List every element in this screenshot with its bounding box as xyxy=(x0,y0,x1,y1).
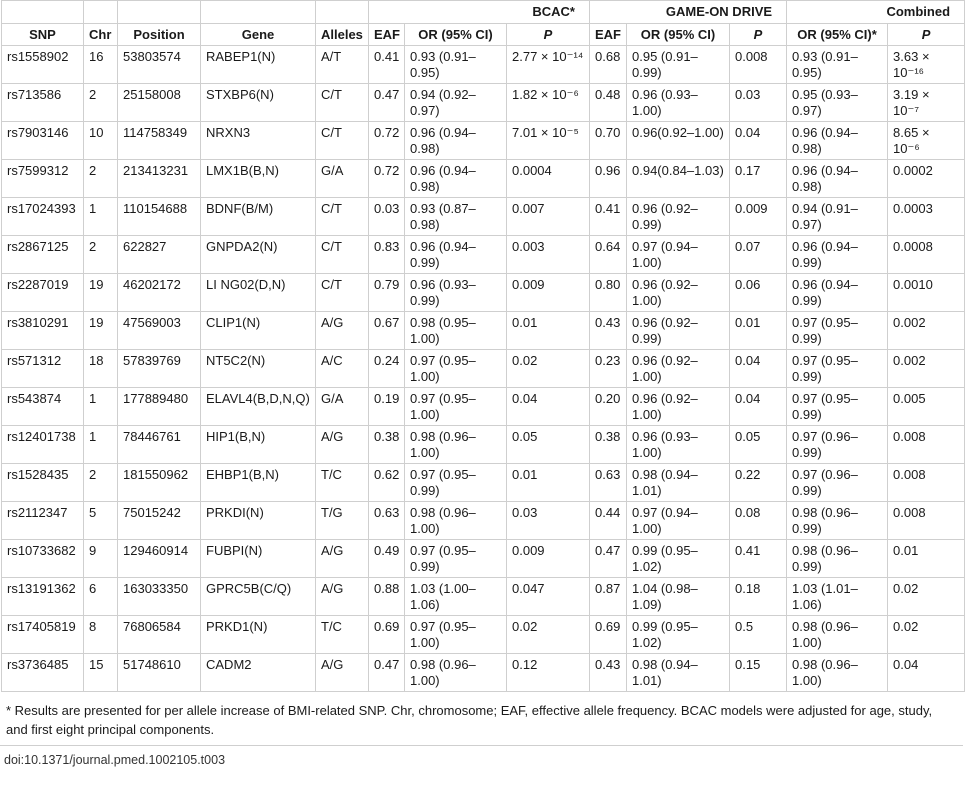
cell-gameon-or: 0.98 (0.94–1.01) xyxy=(627,654,730,692)
cell-combined-or: 0.98 (0.96–1.00) xyxy=(787,654,888,692)
cell-gene: PRKDI(N) xyxy=(201,502,316,540)
cell-gameon-or: 0.96 (0.92–0.99) xyxy=(627,198,730,236)
cell-gameon-p: 0.15 xyxy=(730,654,787,692)
cell-bcac-or: 0.96 (0.94–0.99) xyxy=(405,236,507,274)
col-header-combined-p: P xyxy=(888,23,965,46)
cell-gameon-p: 0.41 xyxy=(730,540,787,578)
cell-combined-or: 0.94 (0.91–0.97) xyxy=(787,198,888,236)
table-row xyxy=(2,616,965,654)
cell-gameon-p: 0.06 xyxy=(730,274,787,312)
cell-chr: 19 xyxy=(84,312,118,350)
cell-chr: 1 xyxy=(84,198,118,236)
cell-combined-or: 0.96 (0.94–0.98) xyxy=(787,160,888,198)
table-row xyxy=(2,46,965,84)
cell-bcac-or: 0.94 (0.92–0.97) xyxy=(405,84,507,122)
table-row xyxy=(2,350,965,388)
cell-alleles: A/G xyxy=(316,578,369,616)
cell-position: 25158008 xyxy=(118,84,201,122)
cell-gene: RABEP1(N) xyxy=(201,46,316,84)
cell-gameon-p: 0.05 xyxy=(730,426,787,464)
cell-bcac-eaf: 0.62 xyxy=(369,464,405,502)
cell-bcac-p: 0.009 xyxy=(507,274,590,312)
cell-gameon-or: 0.96 (0.93–1.00) xyxy=(627,84,730,122)
cell-alleles: T/C xyxy=(316,616,369,654)
cell-gameon-eaf: 0.43 xyxy=(590,654,627,692)
cell-alleles: A/C xyxy=(316,350,369,388)
cell-position: 76806584 xyxy=(118,616,201,654)
cell-position: 163033350 xyxy=(118,578,201,616)
col-header-gameon-eaf: EAF xyxy=(590,23,627,46)
cell-gameon-p: 0.08 xyxy=(730,502,787,540)
cell-bcac-or: 0.97 (0.95–1.00) xyxy=(405,616,507,654)
cell-alleles: A/G xyxy=(316,312,369,350)
cell-bcac-eaf: 0.88 xyxy=(369,578,405,616)
cell-combined-or: 0.98 (0.96–1.00) xyxy=(787,616,888,654)
cell-bcac-eaf: 0.47 xyxy=(369,84,405,122)
cell-position: 53803574 xyxy=(118,46,201,84)
cell-alleles: G/A xyxy=(316,160,369,198)
cell-gene: EHBP1(B,N) xyxy=(201,464,316,502)
cell-combined-or: 0.97 (0.95–0.99) xyxy=(787,312,888,350)
cell-chr: 8 xyxy=(84,616,118,654)
cell-bcac-eaf: 0.03 xyxy=(369,198,405,236)
cell-combined-or: 0.95 (0.93–0.97) xyxy=(787,84,888,122)
cell-gameon-p: 0.17 xyxy=(730,160,787,198)
cell-bcac-or: 1.03 (1.00–1.06) xyxy=(405,578,507,616)
cell-gameon-or: 0.94(0.84–1.03) xyxy=(627,160,730,198)
cell-gameon-or: 0.98 (0.94–1.01) xyxy=(627,464,730,502)
cell-bcac-or: 0.98 (0.96–1.00) xyxy=(405,426,507,464)
cell-combined-or: 0.96 (0.94–0.99) xyxy=(787,274,888,312)
cell-gameon-eaf: 0.41 xyxy=(590,198,627,236)
cell-snp: rs713586 xyxy=(2,84,84,122)
cell-gameon-or: 0.99 (0.95–1.02) xyxy=(627,540,730,578)
cell-snp: rs12401738 xyxy=(2,426,84,464)
cell-alleles: A/G xyxy=(316,426,369,464)
cell-gameon-eaf: 0.20 xyxy=(590,388,627,426)
cell-gameon-or: 0.96(0.92–1.00) xyxy=(627,122,730,160)
cell-bcac-p: 0.05 xyxy=(507,426,590,464)
cell-chr: 19 xyxy=(84,274,118,312)
cell-bcac-or: 0.97 (0.95–1.00) xyxy=(405,350,507,388)
group-header-row xyxy=(2,1,965,24)
cell-chr: 18 xyxy=(84,350,118,388)
cell-gameon-eaf: 0.43 xyxy=(590,312,627,350)
table-row xyxy=(2,654,965,692)
cell-combined-p: 3.19 × 10⁻⁷ xyxy=(888,84,965,122)
cell-alleles: G/A xyxy=(316,388,369,426)
cell-bcac-or: 0.98 (0.96–1.00) xyxy=(405,654,507,692)
cell-bcac-eaf: 0.63 xyxy=(369,502,405,540)
col-header-gameon-or: OR (95% CI) xyxy=(627,23,730,46)
cell-combined-p: 8.65 × 10⁻⁶ xyxy=(888,122,965,160)
cell-alleles: C/T xyxy=(316,198,369,236)
cell-gameon-p: 0.04 xyxy=(730,388,787,426)
table-row xyxy=(2,426,965,464)
cell-snp: rs7903146 xyxy=(2,122,84,160)
cell-gene: GNPDA2(N) xyxy=(201,236,316,274)
table-row xyxy=(2,122,965,160)
group-header-bcac: BCAC* xyxy=(369,1,590,24)
cell-snp: rs1558902 xyxy=(2,46,84,84)
doi-text: doi:10.1371/journal.pmed.1002105.t003 xyxy=(4,753,226,767)
table-row xyxy=(2,578,965,616)
cell-snp: rs3736485 xyxy=(2,654,84,692)
cell-bcac-eaf: 0.41 xyxy=(369,46,405,84)
cell-combined-or: 0.96 (0.94–0.98) xyxy=(787,122,888,160)
cell-bcac-p: 1.82 × 10⁻⁶ xyxy=(507,84,590,122)
cell-snp: rs571312 xyxy=(2,350,84,388)
cell-bcac-p: 0.01 xyxy=(507,464,590,502)
cell-bcac-p: 0.12 xyxy=(507,654,590,692)
cell-combined-p: 3.63 × 10⁻¹⁶ xyxy=(888,46,965,84)
cell-gameon-p: 0.008 xyxy=(730,46,787,84)
table-row xyxy=(2,502,965,540)
cell-chr: 2 xyxy=(84,160,118,198)
results-table xyxy=(1,0,965,692)
cell-combined-p: 0.0003 xyxy=(888,198,965,236)
cell-combined-p: 0.008 xyxy=(888,502,965,540)
cell-gameon-or: 0.95 (0.91–0.99) xyxy=(627,46,730,84)
table-footnote: * Results are presented for per allele increase of BMI-related SNP. Chr, chromosome; EAF, effective allele frequency. BCAC models were adjusted for age, study, and first eight principal components. xyxy=(0,692,963,746)
cell-combined-p: 0.008 xyxy=(888,426,965,464)
cell-gene: GPRC5B(C/Q) xyxy=(201,578,316,616)
column-header-row xyxy=(2,23,965,46)
cell-bcac-eaf: 0.79 xyxy=(369,274,405,312)
cell-position: 213413231 xyxy=(118,160,201,198)
col-header-position: Position xyxy=(118,23,201,46)
empty-header-cell xyxy=(201,1,316,24)
cell-snp: rs3810291 xyxy=(2,312,84,350)
cell-chr: 1 xyxy=(84,388,118,426)
cell-bcac-eaf: 0.83 xyxy=(369,236,405,274)
col-header-chr: Chr xyxy=(84,23,118,46)
cell-alleles: C/T xyxy=(316,122,369,160)
cell-gameon-eaf: 0.47 xyxy=(590,540,627,578)
cell-gene: STXBP6(N) xyxy=(201,84,316,122)
cell-position: 177889480 xyxy=(118,388,201,426)
cell-gameon-or: 0.96 (0.92–1.00) xyxy=(627,350,730,388)
cell-gameon-eaf: 0.80 xyxy=(590,274,627,312)
cell-combined-or: 0.98 (0.96–0.99) xyxy=(787,502,888,540)
cell-snp: rs543874 xyxy=(2,388,84,426)
cell-gene: ELAVL4(B,D,N,Q) xyxy=(201,388,316,426)
cell-bcac-p: 0.0004 xyxy=(507,160,590,198)
cell-gene: NT5C2(N) xyxy=(201,350,316,388)
cell-position: 46202172 xyxy=(118,274,201,312)
cell-gameon-p: 0.01 xyxy=(730,312,787,350)
cell-combined-p: 0.002 xyxy=(888,350,965,388)
cell-chr: 6 xyxy=(84,578,118,616)
cell-gameon-or: 0.97 (0.94–1.00) xyxy=(627,502,730,540)
cell-bcac-p: 0.02 xyxy=(507,350,590,388)
cell-alleles: C/T xyxy=(316,274,369,312)
cell-gameon-or: 0.97 (0.94–1.00) xyxy=(627,236,730,274)
cell-gameon-p: 0.04 xyxy=(730,350,787,388)
cell-combined-p: 0.01 xyxy=(888,540,965,578)
cell-gameon-eaf: 0.48 xyxy=(590,84,627,122)
table-row xyxy=(2,540,965,578)
cell-gameon-or: 0.96 (0.93–1.00) xyxy=(627,426,730,464)
cell-bcac-or: 0.98 (0.95–1.00) xyxy=(405,312,507,350)
cell-position: 114758349 xyxy=(118,122,201,160)
cell-bcac-or: 0.93 (0.91–0.95) xyxy=(405,46,507,84)
table-row xyxy=(2,388,965,426)
cell-position: 47569003 xyxy=(118,312,201,350)
cell-alleles: A/G xyxy=(316,540,369,578)
cell-snp: rs10733682 xyxy=(2,540,84,578)
cell-position: 51748610 xyxy=(118,654,201,692)
cell-combined-or: 0.96 (0.94–0.99) xyxy=(787,236,888,274)
cell-combined-p: 0.0008 xyxy=(888,236,965,274)
table-row xyxy=(2,160,965,198)
cell-position: 57839769 xyxy=(118,350,201,388)
cell-chr: 5 xyxy=(84,502,118,540)
col-header-bcac-p: P xyxy=(507,23,590,46)
cell-snp: rs17405819 xyxy=(2,616,84,654)
cell-gene: FUBPI(N) xyxy=(201,540,316,578)
cell-bcac-eaf: 0.19 xyxy=(369,388,405,426)
cell-combined-or: 0.98 (0.96–0.99) xyxy=(787,540,888,578)
cell-combined-or: 0.97 (0.95–0.99) xyxy=(787,388,888,426)
cell-bcac-or: 0.98 (0.96–1.00) xyxy=(405,502,507,540)
cell-position: 129460914 xyxy=(118,540,201,578)
cell-alleles: A/T xyxy=(316,46,369,84)
cell-alleles: C/T xyxy=(316,236,369,274)
group-header-gameon: GAME-ON DRIVE xyxy=(590,1,787,24)
cell-combined-p: 0.02 xyxy=(888,616,965,654)
empty-header-cell xyxy=(2,1,84,24)
col-header-alleles: Alleles xyxy=(316,23,369,46)
empty-header-cell xyxy=(118,1,201,24)
cell-gene: CLIP1(N) xyxy=(201,312,316,350)
cell-combined-p: 0.04 xyxy=(888,654,965,692)
cell-bcac-p: 0.047 xyxy=(507,578,590,616)
cell-gameon-eaf: 0.44 xyxy=(590,502,627,540)
cell-bcac-p: 0.01 xyxy=(507,312,590,350)
table-row xyxy=(2,198,965,236)
cell-alleles: A/G xyxy=(316,654,369,692)
cell-snp: rs2287019 xyxy=(2,274,84,312)
cell-gameon-eaf: 0.87 xyxy=(590,578,627,616)
empty-header-cell xyxy=(84,1,118,24)
cell-gameon-or: 0.96 (0.92–1.00) xyxy=(627,274,730,312)
cell-bcac-p: 0.03 xyxy=(507,502,590,540)
col-header-bcac-or: OR (95% CI) xyxy=(405,23,507,46)
cell-gameon-eaf: 0.38 xyxy=(590,426,627,464)
cell-gameon-p: 0.04 xyxy=(730,122,787,160)
cell-combined-or: 0.93 (0.91–0.95) xyxy=(787,46,888,84)
cell-bcac-eaf: 0.47 xyxy=(369,654,405,692)
group-header-combined: Combined xyxy=(787,1,965,24)
cell-bcac-p: 2.77 × 10⁻¹⁴ xyxy=(507,46,590,84)
cell-chr: 2 xyxy=(84,464,118,502)
cell-combined-or: 0.97 (0.95–0.99) xyxy=(787,350,888,388)
cell-combined-p: 0.0010 xyxy=(888,274,965,312)
cell-combined-or: 0.97 (0.96–0.99) xyxy=(787,464,888,502)
cell-position: 78446761 xyxy=(118,426,201,464)
cell-position: 75015242 xyxy=(118,502,201,540)
cell-position: 622827 xyxy=(118,236,201,274)
cell-chr: 15 xyxy=(84,654,118,692)
cell-snp: rs17024393 xyxy=(2,198,84,236)
cell-chr: 2 xyxy=(84,84,118,122)
empty-header-cell xyxy=(316,1,369,24)
cell-position: 181550962 xyxy=(118,464,201,502)
cell-gameon-or: 0.96 (0.92–0.99) xyxy=(627,312,730,350)
cell-gameon-eaf: 0.68 xyxy=(590,46,627,84)
cell-snp: rs7599312 xyxy=(2,160,84,198)
cell-combined-p: 0.02 xyxy=(888,578,965,616)
cell-bcac-eaf: 0.72 xyxy=(369,160,405,198)
cell-gameon-eaf: 0.96 xyxy=(590,160,627,198)
col-header-gameon-p: P xyxy=(730,23,787,46)
cell-gene: HIP1(B,N) xyxy=(201,426,316,464)
cell-bcac-eaf: 0.67 xyxy=(369,312,405,350)
cell-bcac-p: 0.009 xyxy=(507,540,590,578)
cell-snp: rs2112347 xyxy=(2,502,84,540)
table-row xyxy=(2,464,965,502)
cell-bcac-or: 0.97 (0.95–1.00) xyxy=(405,388,507,426)
table-row xyxy=(2,274,965,312)
cell-bcac-p: 7.01 × 10⁻⁵ xyxy=(507,122,590,160)
cell-bcac-eaf: 0.24 xyxy=(369,350,405,388)
cell-bcac-eaf: 0.69 xyxy=(369,616,405,654)
table-row xyxy=(2,236,965,274)
cell-gameon-p: 0.07 xyxy=(730,236,787,274)
cell-bcac-eaf: 0.49 xyxy=(369,540,405,578)
cell-chr: 10 xyxy=(84,122,118,160)
cell-combined-p: 0.0002 xyxy=(888,160,965,198)
cell-combined-p: 0.008 xyxy=(888,464,965,502)
cell-snp: rs1528435 xyxy=(2,464,84,502)
cell-bcac-eaf: 0.72 xyxy=(369,122,405,160)
col-header-snp: SNP xyxy=(2,23,84,46)
cell-gameon-or: 1.04 (0.98–1.09) xyxy=(627,578,730,616)
cell-alleles: T/C xyxy=(316,464,369,502)
cell-bcac-or: 0.93 (0.87–0.98) xyxy=(405,198,507,236)
cell-alleles: C/T xyxy=(316,84,369,122)
cell-combined-or: 0.97 (0.96–0.99) xyxy=(787,426,888,464)
cell-gene: NRXN3 xyxy=(201,122,316,160)
cell-gene: LMX1B(B,N) xyxy=(201,160,316,198)
cell-gameon-eaf: 0.63 xyxy=(590,464,627,502)
table-row xyxy=(2,312,965,350)
cell-position: 110154688 xyxy=(118,198,201,236)
cell-bcac-or: 0.96 (0.94–0.98) xyxy=(405,160,507,198)
cell-gameon-p: 0.5 xyxy=(730,616,787,654)
cell-alleles: T/G xyxy=(316,502,369,540)
cell-bcac-p: 0.007 xyxy=(507,198,590,236)
cell-chr: 9 xyxy=(84,540,118,578)
cell-bcac-or: 0.97 (0.95–0.99) xyxy=(405,540,507,578)
cell-bcac-p: 0.04 xyxy=(507,388,590,426)
cell-gameon-or: 0.96 (0.92–1.00) xyxy=(627,388,730,426)
col-header-gene: Gene xyxy=(201,23,316,46)
cell-gene: LI NG02(D,N) xyxy=(201,274,316,312)
cell-bcac-eaf: 0.38 xyxy=(369,426,405,464)
cell-bcac-p: 0.02 xyxy=(507,616,590,654)
cell-chr: 1 xyxy=(84,426,118,464)
cell-snp: rs13191362 xyxy=(2,578,84,616)
cell-gene: CADM2 xyxy=(201,654,316,692)
cell-bcac-p: 0.003 xyxy=(507,236,590,274)
cell-snp: rs2867125 xyxy=(2,236,84,274)
cell-chr: 2 xyxy=(84,236,118,274)
cell-combined-p: 0.002 xyxy=(888,312,965,350)
cell-gameon-eaf: 0.69 xyxy=(590,616,627,654)
cell-gameon-eaf: 0.23 xyxy=(590,350,627,388)
table-body xyxy=(2,46,965,692)
cell-gameon-eaf: 0.64 xyxy=(590,236,627,274)
col-header-combined-or: OR (95% CI)* xyxy=(787,23,888,46)
cell-gameon-or: 0.99 (0.95–1.02) xyxy=(627,616,730,654)
cell-gene: BDNF(B/M) xyxy=(201,198,316,236)
cell-gameon-eaf: 0.70 xyxy=(590,122,627,160)
cell-combined-or: 1.03 (1.01–1.06) xyxy=(787,578,888,616)
cell-gene: PRKD1(N) xyxy=(201,616,316,654)
cell-gameon-p: 0.22 xyxy=(730,464,787,502)
cell-combined-p: 0.005 xyxy=(888,388,965,426)
cell-gameon-p: 0.009 xyxy=(730,198,787,236)
cell-bcac-or: 0.96 (0.93–0.99) xyxy=(405,274,507,312)
cell-chr: 16 xyxy=(84,46,118,84)
cell-gameon-p: 0.03 xyxy=(730,84,787,122)
col-header-bcac-eaf: EAF xyxy=(369,23,405,46)
table-row xyxy=(2,84,965,122)
cell-gameon-p: 0.18 xyxy=(730,578,787,616)
cell-bcac-or: 0.96 (0.94–0.98) xyxy=(405,122,507,160)
cell-bcac-or: 0.97 (0.95–0.99) xyxy=(405,464,507,502)
